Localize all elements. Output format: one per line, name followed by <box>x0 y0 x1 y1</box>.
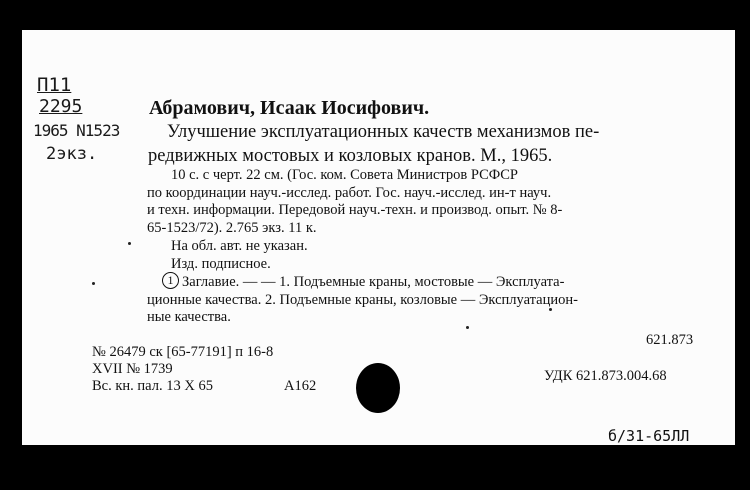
class-number: 621.873 <box>646 332 694 348</box>
shelf-mark-2: 2295 <box>39 96 83 117</box>
speck <box>466 326 469 329</box>
subject-line-2: ционные качества. 2. Подъемные краны, козловые — Эксплуатацион- <box>147 292 578 308</box>
registration-line-1: № 26479 ск [65-77191] п 16-8 <box>92 344 274 360</box>
speck <box>549 308 552 311</box>
title-line-1: Улучшение эксплуатационных качеств механизмов пе- <box>167 122 600 142</box>
code-mark: А162 <box>284 378 317 394</box>
copies-mark: 2экз. <box>46 144 98 164</box>
udc-number: УДК 621.873.004.68 <box>544 368 667 384</box>
subject-line-1: Заглавие. — — 1. Подъемные краны, мостовые — Эксплуата- <box>182 274 565 290</box>
description-line-4: 65-1523/72). 2.765 экз. 11 к. <box>147 220 317 236</box>
speck <box>92 282 95 285</box>
description-line-3: и техн. информации. Передовой науч.-техн. и производ. опыт. № 8- <box>147 202 563 218</box>
registration-line-2: XVII № 1739 <box>92 361 173 377</box>
speck <box>128 242 131 245</box>
title-line-2: редвижных мостовых и козловых кранов. М., 1965. <box>148 146 553 166</box>
year-number-mark: 1965 N1523 <box>33 121 120 140</box>
description-line-1: 10 с. с черт. 22 см. (Гос. ком. Совета Министров РСФСР <box>171 167 518 183</box>
circle-mark: 1 <box>162 272 179 289</box>
description-line-2: по координации науч.-исслед. работ. Гос. науч.-исслед. ин-т науч. <box>147 185 552 201</box>
note-subscription: Изд. подписное. <box>171 256 271 272</box>
bottom-handwritten-mark: б/31-65ЛЛ <box>608 427 690 445</box>
shelf-mark-1: П11 <box>37 74 72 96</box>
note-author: На обл. авт. не указан. <box>171 238 308 254</box>
punch-hole <box>356 363 400 413</box>
registration-line-3: Вс. кн. пал. 13 X 65 <box>92 378 213 394</box>
author-heading: Абрамович, Исаак Иосифович. <box>149 97 430 119</box>
subject-line-3: ные качества. <box>147 309 231 325</box>
